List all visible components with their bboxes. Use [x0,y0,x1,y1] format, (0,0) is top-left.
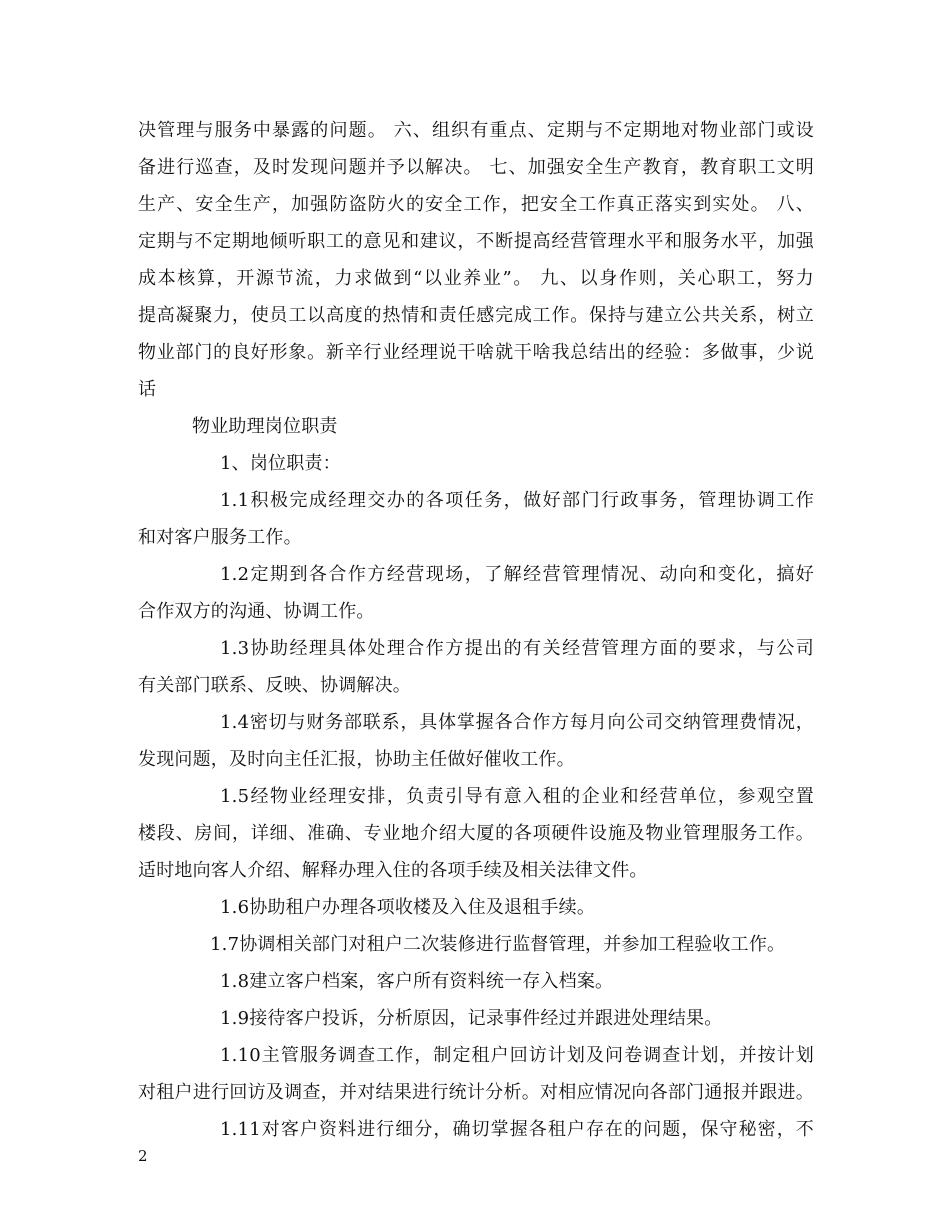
text-line: 备进行巡查，及时发现问题并予以解决。 七、加强安全生产教育，教育职工文明 [138,157,814,178]
list-item-continuation: 对租户进行回访及调查，并对结果进行统计分析。对相应情况向各部门通报并跟进。 [138,1082,814,1103]
list-item: 1.8建立客户档案，客户所有资料统一存入档案。 [220,971,614,992]
text-line: 决管理与服务中暴露的问题。 六、组织有重点、定期与不定期地对物业部门或设 [138,120,814,141]
list-item: 1.10主管服务调查工作，制定租户回访计划及问卷调查计划，并按计划 [220,1045,814,1066]
list-item-continuation: 适时地向客人介绍、解释办理入住的各项手续及相关法律文件。 [138,860,648,881]
list-item-continuation: 发现问题，及时向主任汇报，协助主任做好催收工作。 [138,749,575,770]
page-number: 2 [138,1147,148,1165]
text-line: 话 [138,379,157,400]
body-text [138,112,814,1148]
list-item-continuation: 和对客户服务工作。 [138,527,302,548]
subsection-heading: 1、岗位职责： [220,453,341,474]
text-line: 成本核算，开源节流，力求做到“以业养业”。 九、以身作则，关心职工，努力 [138,268,814,289]
list-item: 1.7协调相关部门对租户二次装修进行监督管理，并参加工程验收工作。 [210,934,786,955]
list-item: 1.3协助经理具体处理合作方提出的有关经营管理方面的要求，与公司 [220,638,814,659]
list-item: 1.4密切与财务部联系，具体掌握各合作方每月向公司交纳管理费情况， [220,712,814,733]
list-item: 1.6协助租户办理各项收楼及入住及退租手续。 [220,897,596,918]
list-item-continuation: 楼段、房间，详细、准确、专业地介绍大厦的各项硬件设施及物业管理服务工作。 [138,823,814,844]
text-line: 生产、安全生产，加强防盗防火的安全工作，把安全工作真正落实到实处。 八、 [138,194,814,215]
section-heading: 物业助理岗位职责 [192,416,338,437]
list-item: 1.5经物业经理安排，负责引导有意入租的企业和经营单位，参观空置 [220,786,814,807]
list-item-continuation: 合作双方的沟通、协调工作。 [138,601,375,622]
list-item-continuation: 有关部门联系、反映、协调解决。 [138,675,411,696]
list-item: 1.11对客户资料进行细分，确切掌握各租户存在的问题，保守秘密，不 [220,1119,814,1140]
list-item: 1.9接待客户投诉，分析原因，记录事件经过并跟进处理结果。 [220,1008,723,1029]
text-line: 提高凝聚力，使员工以高度的热情和责任感完成工作。保持与建立公共关系，树立 [138,305,814,326]
list-item: 1.2定期到各合作方经营现场，了解经营管理情况、动向和变化，搞好 [220,564,814,585]
text-line: 定期与不定期地倾听职工的意见和建议，不断提高经营管理水平和服务水平，加强 [138,231,814,252]
list-item: 1.1积极完成经理交办的各项任务，做好部门行政事务，管理协调工作 [220,490,814,511]
text-line: 物业部门的良好形象。新辛行业经理说干啥就干啥我总结出的经验：多做事，少说 [138,342,814,363]
